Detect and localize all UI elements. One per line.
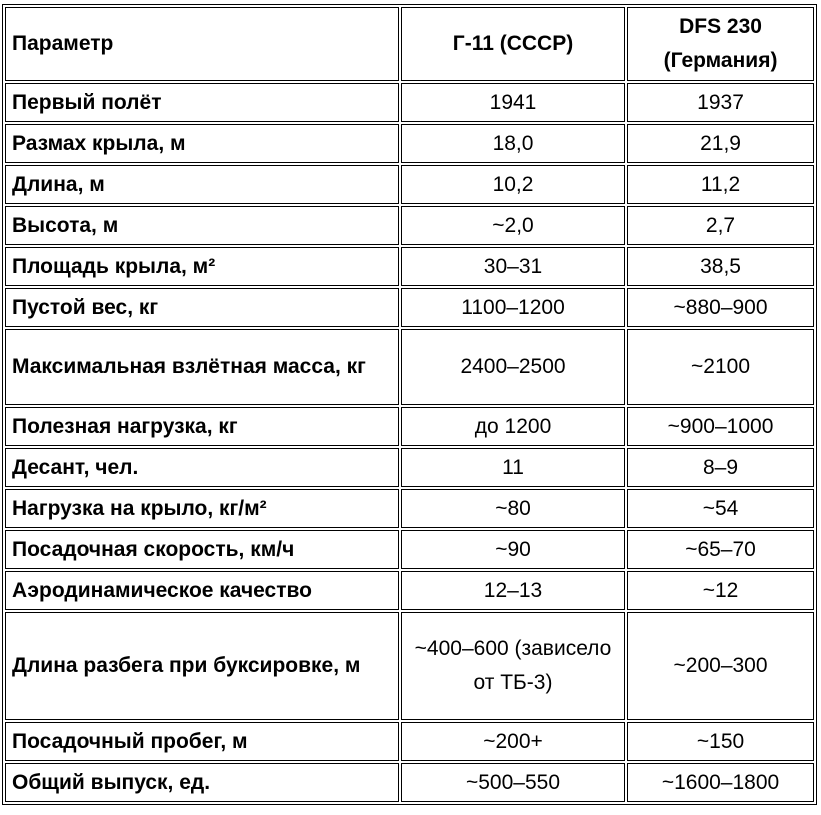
parameter-cell: Аэродинамическое качество [5,571,399,610]
parameter-cell: Общий выпуск, ед. [5,763,399,802]
header-row [5,7,814,81]
g11-cell: 1941 [401,83,625,122]
g11-cell: 10,2 [401,165,625,204]
g11-cell: ~400–600 (зависело от ТБ-3) [401,612,625,720]
table-row [5,448,814,487]
dfs230-cell: ~65–70 [627,530,814,569]
header-g11: Г-11 (СССР) [401,7,625,81]
dfs230-cell: ~200–300 [627,612,814,720]
table-row [5,247,814,286]
dfs230-cell: ~12 [627,571,814,610]
g11-cell: 12–13 [401,571,625,610]
parameter-cell: Пустой вес, кг [5,288,399,327]
table-row [5,206,814,245]
table-row [5,165,814,204]
parameter-cell: Посадочный пробег, м [5,722,399,761]
table-row [5,288,814,327]
g11-cell: ~90 [401,530,625,569]
header-dfs230: DFS 230 (Германия) [627,7,814,81]
dfs230-cell: 21,9 [627,124,814,163]
g11-cell: ~200+ [401,722,625,761]
table-row [5,763,814,802]
table-row [5,571,814,610]
dfs230-cell: 8–9 [627,448,814,487]
table-row [5,83,814,122]
g11-cell: 11 [401,448,625,487]
dfs230-cell: 38,5 [627,247,814,286]
g11-cell: 2400–2500 [401,329,625,405]
g11-cell: ~2,0 [401,206,625,245]
parameter-cell: Первый полёт [5,83,399,122]
parameter-cell: Длина, м [5,165,399,204]
g11-cell: 1100–1200 [401,288,625,327]
table-row [5,530,814,569]
dfs230-cell: ~2100 [627,329,814,405]
table-row [5,489,814,528]
g11-cell: 18,0 [401,124,625,163]
parameter-cell: Длина разбега при буксировке, м [5,612,399,720]
header-parameter: Параметр [5,7,399,81]
dfs230-cell: ~900–1000 [627,407,814,446]
parameter-cell: Размах крыла, м [5,124,399,163]
g11-cell: 30–31 [401,247,625,286]
dfs230-cell: 11,2 [627,165,814,204]
table-row [5,407,814,446]
dfs230-cell: ~880–900 [627,288,814,327]
dfs230-cell: ~150 [627,722,814,761]
dfs230-cell: 1937 [627,83,814,122]
parameter-cell: Десант, чел. [5,448,399,487]
table-row [5,329,814,405]
table-row [5,612,814,720]
parameter-cell: Посадочная скорость, км/ч [5,530,399,569]
parameter-cell: Высота, м [5,206,399,245]
table-row [5,124,814,163]
g11-cell: до 1200 [401,407,625,446]
parameter-cell: Площадь крыла, м² [5,247,399,286]
dfs230-cell: ~54 [627,489,814,528]
parameter-cell: Максимальная взлётная масса, кг [5,329,399,405]
dfs230-cell: 2,7 [627,206,814,245]
parameter-cell: Нагрузка на крыло, кг/м² [5,489,399,528]
g11-cell: ~80 [401,489,625,528]
g11-cell: ~500–550 [401,763,625,802]
comparison-table [2,4,817,805]
parameter-cell: Полезная нагрузка, кг [5,407,399,446]
table-row [5,722,814,761]
dfs230-cell: ~1600–1800 [627,763,814,802]
